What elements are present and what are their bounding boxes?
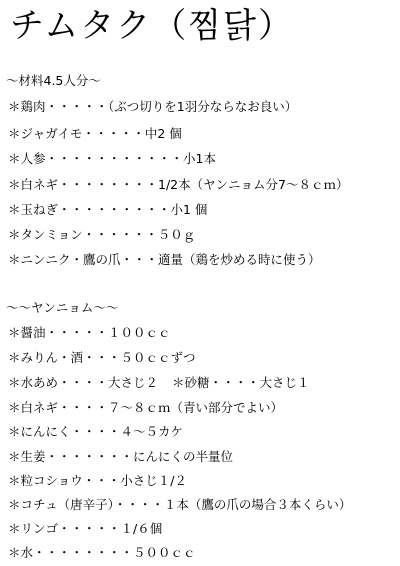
yangnyeom-line: ＊粒コショウ・・・小さじ１/２ [8, 473, 187, 488]
ingredients-header: ～材料4.5人分～ [6, 73, 101, 88]
yangnyeom-line: ＊リンゴ・・・・・１/６個 [8, 521, 163, 536]
recipe-title: チムタク（찜닭） [10, 6, 294, 46]
ingredient-line: ＊鶏肉・・・・・（ぶつ切りを1羽分ならなお良い） [8, 99, 298, 114]
yangnyeom-line: ＊コチュ（唐辛子）・・・・１本（鷹の爪の場合３本くらい） [8, 497, 352, 512]
yangnyeom-line: ＊水・・・・・・・・５００ｃｃ [8, 545, 196, 560]
ingredient-line: ＊人参・・・・・・・・・・・小1本 [8, 151, 216, 166]
ingredient-line: ＊タンミョン・・・・・・５０ｇ [8, 227, 196, 242]
yangnyeom-line: ＊白ネギ・・・・７～８ｃｍ（青い部分でよい） [8, 400, 284, 415]
yangnyeom-line: ＊みりん・酒・・・５０ｃｃずつ [8, 350, 196, 365]
ingredient-line: ＊ニンニク・鷹の爪・・・適量（鶏を炒める時に使う） [8, 252, 321, 267]
yangnyeom-line [8, 375, 310, 391]
yangnyeom-header: ～～ヤンニョム～～ [6, 300, 119, 315]
yangnyeom-item: ＊水あめ・・・・大さじ２ [8, 375, 159, 390]
yangnyeom-line: ＊生姜・・・・・・・にんにくの半量位 [8, 449, 234, 464]
ingredient-line: ＊ジャガイモ・・・・・中2 個 [8, 126, 182, 141]
ingredient-line: ＊玉ねぎ・・・・・・・・・小1 個 [8, 202, 208, 217]
yangnyeom-line: ＊にんにく・・・・４～５カケ [8, 424, 184, 439]
ingredient-line: ＊白ネギ・・・・・・・・1/2本（ヤンニョム分7～８ｃｍ） [8, 177, 349, 192]
yangnyeom-item-sugar: ＊砂糖・・・・大さじ１ [172, 375, 310, 390]
yangnyeom-line: ＊醤油・・・・・１００ｃｃ [8, 325, 171, 340]
